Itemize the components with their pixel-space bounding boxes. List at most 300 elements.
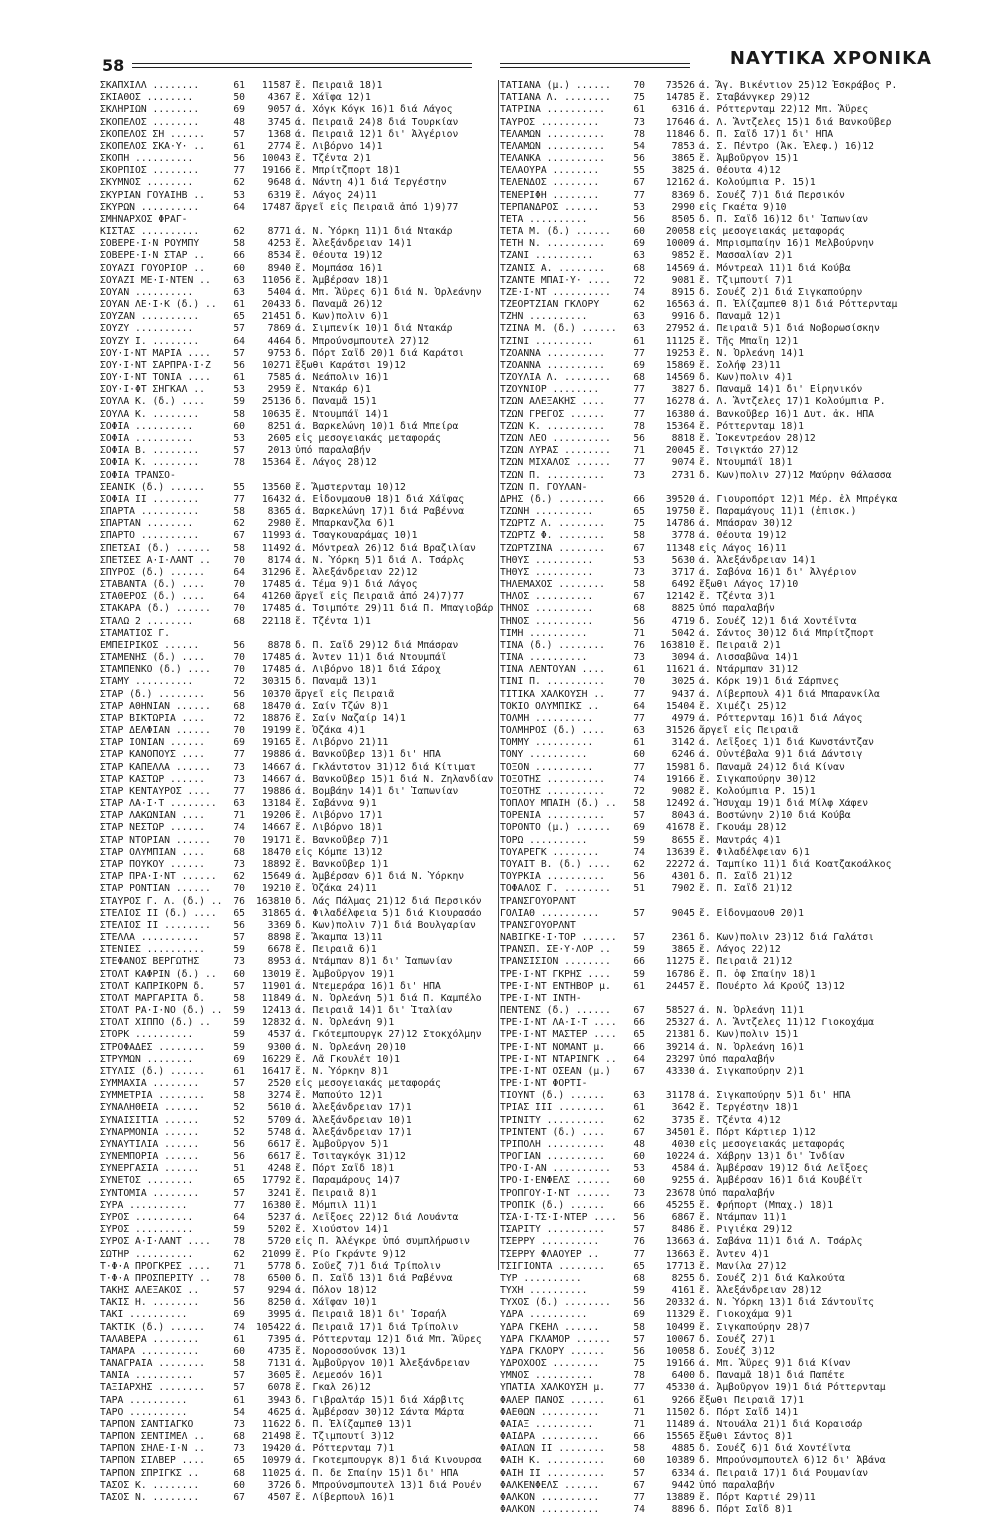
position-report: ἔ. Ἄκαμπα 13)11 (295, 932, 383, 944)
tonnage: 8771 (267, 226, 291, 238)
ship-entry (500, 1017, 932, 1029)
ship-entry (100, 1309, 498, 1321)
ship-entry (100, 737, 498, 749)
position-report: ά. Πειραιᾶ 12)1 δι' Ἀλγέριον (295, 128, 459, 140)
ship-name: ΣΥΝΑΙΣΙΤΙΑ ...... (100, 1114, 200, 1126)
ship-name: ΣΥΝΕΤΟΣ ........ (100, 1175, 194, 1187)
position-report: ἔ. Μπρίτζπορτ 18)1 (295, 165, 400, 177)
position-report: ά. Θέουτα 4)12 (699, 165, 781, 177)
position-report: δ. Μπρούνσμπουτελ 27)12 (295, 335, 430, 347)
position-report: ἔ. Χιούστον 14)1 (295, 1224, 389, 1236)
ship-name: ΣΚΥΜΝΟΣ ........ (100, 177, 194, 189)
position-report: ἔ. Πειραιᾶ 2)1 (699, 639, 781, 651)
ship-entry (100, 153, 498, 165)
tonnage: 4735 (267, 1345, 291, 1357)
ship-name: ΤΡΟ·Ι·ΕΝΦΕΛΣ ...... (500, 1175, 611, 1187)
ship-name: ΤΖΙΝΑ Μ. (δ.) ...... (500, 323, 617, 335)
tonnage: 10271 (261, 359, 291, 371)
position-report: εἰς Π. Ἀλέγκρε ὑπό συμπλήρωσιν (295, 1236, 470, 1248)
ship-name: ΣΚΥΡΙΑΝ ΓΟΥΑΙΗΒ .. (100, 189, 205, 201)
position-report: ά. Ρόττερνταμ 16)1 διά Λάγος (699, 712, 863, 724)
build-year: 76 (233, 895, 245, 907)
ship-entry (100, 932, 498, 944)
build-year: 56 (233, 153, 245, 165)
ship-name: ΣΟΒΕΡΕ·Ι·Ν ΣΤΑΡ .. (100, 250, 205, 262)
position-report: ἔ. Σιγκαπούρην 28)7 (699, 1321, 810, 1333)
tonnage: 19886 (261, 749, 291, 761)
ship-entry (100, 1188, 498, 1200)
tonnage: 4979 (671, 712, 695, 724)
build-year: 59 (633, 944, 645, 956)
position-report: ἔ. Τεργέστην 18)1 (699, 1102, 799, 1114)
tonnage: 105422 (256, 1321, 291, 1333)
ship-name: ΤΑΜΑΡΑ .......... (100, 1345, 200, 1357)
build-year: 78 (633, 128, 645, 140)
ship-entry (100, 372, 498, 384)
ship-name: ΣΟΥ·Ι·ΦΤ ΣΗΓΚΑΛ .. (100, 384, 205, 396)
ship-name: ΣΥΡΟΣ .......... (100, 1224, 194, 1236)
position-report (699, 993, 932, 1005)
tonnage: 30315 (261, 676, 291, 688)
tonnage: 9753 (267, 347, 291, 359)
ship-entry (500, 530, 932, 542)
build-year: 60 (633, 1175, 645, 1187)
ship-name: ΣΤΑΚΑΡΑ (δ.) ...... (100, 603, 211, 615)
ship-name: ΚΙΣΤΑΣ .......... (100, 226, 200, 238)
ship-entry (500, 871, 932, 883)
tonnage: 18470 (261, 846, 291, 858)
tonnage: 6078 (267, 1382, 291, 1394)
ship-name: ΣΟΥΑΝ ΛΕ·Ι·Κ (δ.) .. (100, 299, 217, 311)
build-year: 77 (233, 785, 245, 797)
build-year: 60 (233, 1345, 245, 1357)
ship-name: ΣΤΥΛΙΣ (δ.) ...... (100, 1065, 205, 1077)
ship-name: ΤΟΞΟΤΗΣ .......... (500, 773, 605, 785)
position-report: ὑπό παραλαβήν (699, 1187, 775, 1199)
build-year: 61 (633, 104, 645, 116)
ship-entry (100, 616, 498, 628)
build-year: 57 (233, 1187, 245, 1199)
ship-entry (500, 494, 932, 506)
tonnage: 45255 (665, 1199, 695, 1211)
ship-name: ΣΥΝΑΥΤΙΛΙΑ ...... (100, 1138, 200, 1150)
build-year: 77 (633, 457, 645, 469)
ship-entry (100, 238, 498, 250)
position-report: ά. Μπάσραν 30)12 (699, 518, 793, 530)
ship-entry (100, 263, 498, 275)
ship-name: ΣΟΥΛΑ Κ. ........ (100, 408, 200, 420)
ship-name: ΤΡΙΑΣ ΙΙΙ ........ (500, 1102, 605, 1114)
ship-entry (500, 969, 932, 981)
build-year: 69 (633, 1309, 645, 1321)
build-year: 65 (233, 1455, 245, 1467)
position-report: ά. Σαβόνα 16)1 δι' Ἀλγέριον (699, 566, 857, 578)
ship-name: ΦΑΛΚΟΝ .......... (500, 1491, 600, 1503)
build-year: 56 (633, 153, 645, 165)
ship-entry (100, 1407, 498, 1419)
build-year: 67 (633, 591, 645, 603)
ship-entry (100, 676, 498, 688)
ship-name: ΣΩΤΗΡ .......... (100, 1248, 194, 1260)
ship-entry (500, 1054, 932, 1066)
ship-name: ΤΖΩΝΗ .......... (500, 506, 594, 518)
build-year: 67 (633, 1065, 645, 1077)
build-year: 69 (233, 1309, 245, 1321)
build-year: 56 (233, 1297, 245, 1309)
ship-entry (100, 1285, 498, 1297)
ship-entry (100, 944, 498, 956)
tonnage: 4464 (267, 335, 291, 347)
tonnage: 6400 (671, 1370, 695, 1382)
ship-entry (500, 1431, 932, 1443)
build-year: 73 (233, 859, 245, 870)
build-year: 70 (233, 603, 245, 615)
build-year (623, 920, 651, 932)
ship-name: ΤΥΡ .......... (500, 1272, 582, 1284)
ship-name: ΣΤΑΡ ΚΕΝΤΑΥΡΟΣ .... (100, 785, 211, 797)
ship-name: ΤΖΩΡΤΖ Λ. ........ (500, 518, 605, 530)
ship-entry (500, 1175, 932, 1187)
build-year: 57 (633, 932, 645, 944)
tonnage: 8255 (671, 1272, 695, 1284)
build-year: 67 (633, 1479, 645, 1491)
build-year: 56 (233, 919, 245, 931)
ship-name: ΣΤΑΛΩ 2 ........ (100, 615, 194, 627)
position-report: ά. Χάϊφαν 10)1 (295, 1297, 377, 1309)
tonnage: 10499 (665, 1321, 695, 1333)
build-year: 57 (633, 907, 645, 919)
position-report: ά. Μπρισμπαίην 16)1 Μελβούρνην (699, 238, 874, 250)
ship-name: ΥΔΡΟΧΟΟΣ ........ (500, 1358, 600, 1370)
position-report: ά. Ν. Ὀρλεάνη 9)1 (295, 1017, 395, 1029)
position-report: ά. Βανκοῦβερ 16)1 Δυτ. ἀκ. ΗΠΑ (699, 408, 874, 420)
position-report: ἔ. Λιβόρνο 21)11 (295, 737, 389, 749)
ship-entry (100, 409, 498, 421)
ship-entry (100, 1480, 498, 1492)
tonnage: 3642 (671, 1102, 695, 1114)
tonnage: 3717 (671, 566, 695, 578)
build-year: 71 (633, 445, 645, 457)
position-report: ἔ. Μόμπιλ 11)1 (295, 1199, 377, 1211)
ship-name: ΤΙΝΙ Π. .......... (500, 676, 605, 688)
ship-entry (100, 1443, 498, 1455)
ship-name: ΣΠΑΡΤΑΝ ........ (100, 518, 194, 530)
ship-name: ΤΕΝΕΡΙΦΗ ........ (500, 189, 600, 201)
build-year: 66 (633, 1199, 645, 1211)
position-report: ἔξωθι Πειραιᾶ 17)1 (699, 1394, 804, 1406)
ship-name: ΤΡΟ·Ι·ΑΝ .......... (500, 1163, 611, 1175)
build-year: 68 (633, 262, 645, 274)
position-report: δ. Παναμᾶ 14)1 δι' Εἰρηνικόν (699, 384, 863, 396)
position-report: ά. Σιγκαπούρην 5)1 δι' ΗΠΑ (699, 1090, 851, 1102)
build-year: 73 (633, 652, 645, 664)
ship-entry (100, 384, 498, 396)
tonnage: 45330 (665, 1382, 695, 1394)
build-year: 57 (633, 810, 645, 822)
build-year (223, 470, 251, 482)
ship-entry (100, 1419, 498, 1431)
tonnage: 4625 (267, 1406, 291, 1418)
position-report: δ. Παναμᾶ 24)12 διά Κίναν (699, 761, 845, 773)
ship-entry (100, 859, 498, 871)
build-year: 57 (633, 1467, 645, 1479)
tonnage: 13663 (665, 1236, 695, 1248)
ship-name: ΤΟΡΟΝΤΟ (μ.) ...... (500, 822, 611, 834)
ship-name: ΣΤΑΜΥ .......... (100, 676, 194, 688)
ship-entry (500, 628, 932, 640)
position-report: ά. Ν. Ὑόρκη 13)1 διά Σάντουϊτς (699, 1297, 874, 1309)
position-report: ά. Βανκοῦβερ 13)1 δι' ΗΠΑ (295, 749, 441, 761)
position-report: ἔ. Μανίλα 27)12 (699, 1260, 787, 1272)
tonnage: 11348 (665, 542, 695, 554)
tonnage: 15565 (665, 1431, 695, 1443)
ship-entry (100, 348, 498, 360)
position-report: ά. Λεΐξοες 1)1 διά Κωνστάντζαν (699, 737, 874, 749)
ship-name: ΤΑΤΡΙΝΑ .......... (500, 104, 605, 116)
ship-entry (100, 1054, 498, 1066)
ship-entry (500, 190, 932, 202)
ship-entry (500, 433, 932, 445)
build-year: 65 (633, 506, 645, 518)
build-year: 67 (233, 530, 245, 542)
build-year: 74 (633, 286, 645, 298)
tonnage (651, 896, 699, 908)
tonnage: 20332 (665, 1297, 695, 1309)
tonnage: 31178 (665, 1090, 695, 1102)
build-year: 63 (233, 798, 245, 810)
build-year: 68 (633, 603, 645, 615)
build-year: 69 (633, 822, 645, 834)
position-report: δ. Παναμᾶ 26)12 (295, 299, 383, 311)
tonnage (651, 1078, 699, 1090)
tonnage: 3943 (267, 1394, 291, 1406)
position-report: ά. Χόγκ Κόγκ 16)1 διά Λάγος (295, 104, 453, 116)
ship-name: ΤΗΛΕΜΑΧΟΣ ........ (500, 579, 605, 591)
ship-name: ΤΡΕ·Ι·ΝΤ ΕΝΤΗΒΟΡ μ. (500, 980, 611, 992)
build-year: 63 (633, 1090, 645, 1102)
tonnage: 2980 (267, 518, 291, 530)
ship-entry (500, 1468, 932, 1480)
ship-entry (500, 1200, 932, 1212)
ship-name: ΤΑΚΙΣ Η. ........ (100, 1297, 200, 1309)
ship-name: ΤΡΑΝΣΓΟΥΟΡΛΝΤ (500, 895, 576, 907)
ship-name: ΣΤΟΡΚ .......... (100, 1029, 194, 1041)
ship-entry (100, 798, 498, 810)
position-report: ά. Λ. Ἄντζελες 15)1 διά Βανκοῦβερ (699, 116, 892, 128)
position-report: δ. Κων)πολιν 23)12 διά Γαλάτσι (699, 932, 874, 944)
build-year: 61 (633, 335, 645, 347)
build-year: 70 (233, 664, 245, 676)
position-report: ὑπό παραλαβήν (699, 1053, 775, 1065)
ship-name: ΤΗΘΥΣ .......... (500, 554, 594, 566)
ship-entry (100, 920, 498, 932)
position-report: ά. Κολούμπια Ρ. 15)1 (699, 177, 816, 189)
build-year: 57 (233, 1078, 245, 1090)
build-year: 77 (633, 408, 645, 420)
build-year: 57 (233, 932, 245, 944)
ship-name: ΤΖΑΝΙ .......... (500, 250, 594, 262)
tonnage: 3142 (671, 737, 695, 749)
position-report: ά. Σ. Πέντρο (Ἀκ. Ἐλεφ.) 16)12 (699, 140, 874, 152)
tonnage: 6316 (671, 104, 695, 116)
ship-name: ΤΗΝΟΣ .......... (500, 615, 594, 627)
ship-name: ΤΑΞΙΑΡΧΗΣ ........ (100, 1382, 205, 1394)
ship-entry (100, 1370, 498, 1382)
build-year: 70 (233, 725, 245, 737)
ship-name: ΤΕΡΠΑΝΔΡΟΣ ...... (500, 201, 600, 213)
tonnage: 11502 (665, 1406, 695, 1418)
ship-entry (500, 725, 932, 737)
ship-entry (500, 323, 932, 335)
position-report: ἔ. Π. Σαΐδ 21)12 (699, 883, 793, 895)
build-year: 62 (233, 177, 245, 189)
tonnage: 11329 (665, 1309, 695, 1321)
ship-name: ΣΤΕΝΙΕΣ .......... (100, 944, 205, 956)
ship-entry (500, 311, 932, 323)
build-year: 72 (633, 274, 645, 286)
build-year: 68 (233, 1467, 245, 1479)
ship-name: ΣΤΕΦΑΝΟΣ ΒΕΡΓΩΤΗΣ (100, 956, 200, 968)
position-report: ἔ. Λάγος 22)12 (699, 944, 781, 956)
ship-entry (500, 1029, 932, 1041)
tonnage: 19210 (261, 883, 291, 895)
tonnage: 25327 (665, 1017, 695, 1029)
build-year: 63 (633, 725, 645, 737)
ship-name: ΤΑΣΟΣ Ν. ........ (100, 1491, 200, 1503)
position-report: ἔ. Ἰοκεντρεάον 28)12 (699, 432, 816, 444)
position-report: ἔ. Τζέντα 3)1 (699, 591, 775, 603)
ship-entry (500, 579, 932, 591)
ship-entry (100, 506, 498, 518)
tonnage: 5610 (267, 1102, 291, 1114)
tonnage: 19253 (665, 347, 695, 359)
build-year: 50 (233, 92, 245, 104)
ship-list-right-column (500, 80, 932, 1516)
ship-entry (500, 1492, 932, 1504)
tonnage: 15649 (261, 871, 291, 883)
ship-name: ΤΟΥΑΙΤ Β. (δ.) .... (500, 859, 611, 870)
tonnage: 2013 (267, 445, 291, 457)
ship-name: ΣΟΦΙΑ Β. ........ (100, 445, 200, 457)
ship-name: ΣΥΝΤΟΜΙΑ ........ (100, 1187, 200, 1199)
build-year: 53 (233, 432, 245, 444)
position-report: ὑπό παραλαβήν (295, 445, 371, 457)
ship-name: ΤΙΝΑ ΛΕΝΤΟΥΑΝ .... (500, 664, 605, 676)
tonnage: 3827 (671, 384, 695, 396)
tonnage: 8505 (671, 213, 695, 225)
ship-entry (500, 908, 932, 920)
position-report: ά. Μόντρεαλ 11)1 διά Κούβα (699, 262, 851, 274)
ship-entry (100, 1334, 498, 1346)
ship-entry (500, 689, 932, 701)
build-year: 77 (633, 688, 645, 700)
ship-name: ΤΡΕ·Ι·ΝΤ ΝΤΑΡΙΝΓΚ .. (500, 1053, 617, 1065)
build-year: 57 (233, 347, 245, 359)
build-year: 58 (233, 1090, 245, 1102)
tonnage: 16229 (261, 1053, 291, 1065)
tonnage: 22272 (665, 859, 695, 870)
position-report: ά. Ν. Ὀρλεάνη 20)10 (295, 1041, 406, 1053)
tonnage: 41678 (665, 822, 695, 834)
position-report: ἔ. Τσιγκτάο 27)12 (699, 445, 799, 457)
position-report: ά. Λίβερπουλ 4)1 διά Μπαρανκίλα (699, 688, 880, 700)
position-report: ά. Ἀμβέρσαν 19)12 διά Λεΐξοες (699, 1163, 869, 1175)
build-year: 61 (233, 1333, 245, 1345)
ship-name: ΣΚΙΑΘΟΣ ........ (100, 92, 194, 104)
tonnage: 10043 (261, 153, 291, 165)
position-report: ἔ. Ντουμπάϊ 18)1 (699, 457, 793, 469)
tonnage: 31526 (665, 725, 695, 737)
ship-entry (100, 1090, 498, 1102)
ship-name: ΣΤΡΥΜΩΝ ........ (100, 1053, 194, 1065)
ship-name: ΤΟΡΩ .......... (500, 834, 588, 846)
build-year: 60 (633, 749, 645, 761)
ship-entry (500, 1005, 932, 1017)
ship-entry (500, 482, 932, 494)
position-report: ά. Ντάμπαν 8)1 δι' Ἰαπωνίαν (295, 956, 453, 968)
ship-name: ΣΤΑΡ ΡΟΝΤΙΑΝ ...... (100, 883, 211, 895)
ship-name: ΣΟΥ·Ι·ΝΤ ΣΑΡΠΡΑ·Ι·Ζ (100, 359, 211, 371)
build-year: 74 (233, 1321, 245, 1333)
tonnage: 3745 (267, 116, 291, 128)
position-report: ἔ. Ντάμπαν 11)1 (699, 1211, 787, 1223)
tonnage: 3274 (267, 1090, 291, 1102)
tonnage: 6617 (267, 1151, 291, 1163)
ship-name: ΣΟΥΑΝ .......... (100, 286, 194, 298)
ship-entry (100, 470, 498, 482)
tonnage: 9648 (267, 177, 291, 189)
ship-name: ΤΡΕ·Ι·ΝΤ ΛΑ·Ι·Τ .... (500, 1017, 617, 1029)
ship-name: ΤΑΚΤΙΚ (δ.) ...... (100, 1321, 205, 1333)
ship-name: ΣΟΦΙΑ Κ. ........ (100, 457, 200, 469)
tonnage: 9074 (671, 457, 695, 469)
position-report: ἔ. Εἶδονμαουθ 20)1 (699, 907, 804, 919)
position-report: δ. Π. Σαΐδ 21)12 (699, 871, 793, 883)
build-year (223, 628, 251, 640)
tonnage (251, 628, 295, 640)
ship-name: Τ·Φ·Α ΠΡΟΓΚΡΕΣ .... (100, 1260, 211, 1272)
ship-name: ΣΕΑΝΙΚ (δ.) ...... (100, 481, 205, 493)
position-report: ά. Βαρκελώνη 10)1 διά Μπείρα (295, 420, 459, 432)
position-report: ἔ. Σολήφ 23)11 (699, 359, 781, 371)
ship-name: ΣΤΑΡ ΚΑΝΟΠΟΥΣ .... (100, 749, 205, 761)
ship-name: ΥΔΡΑ ΓΚΛΑΜΟΡ ...... (500, 1333, 611, 1345)
build-year: 69 (233, 104, 245, 116)
build-year (623, 1078, 651, 1090)
position-report: δ. Σουέζ 27)1 (699, 1333, 775, 1345)
position-report: δ. Κων)πολιν 4)1 (699, 372, 793, 384)
position-report: ἔ. Θέουτα 19)12 (295, 250, 383, 262)
ship-entry (100, 1017, 498, 1029)
ship-name: ΦΑΙΗ ΙΙ .......... (500, 1467, 605, 1479)
ship-entry (100, 1431, 498, 1443)
position-report: ά. Τσιμπότε 29)11 διά Π. Μπαγιοβάρ (295, 603, 494, 615)
tonnage: 31865 (261, 907, 291, 919)
tonnage: 18876 (261, 712, 291, 724)
position-report: ά. Ρόττερνταμ 12)1 διά Μπ. Ἄϋρες (295, 1333, 482, 1345)
position-report: ά. Πειραιᾶ 24)8 διά Τουρκίαν (295, 116, 459, 128)
ship-entry (500, 737, 932, 749)
tonnage: 3865 (671, 944, 695, 956)
tonnage: 5042 (671, 627, 695, 639)
position-report: ἔ. Μασσαλίαν 2)1 (699, 250, 793, 262)
ship-entry (100, 603, 498, 615)
tonnage (251, 214, 295, 226)
build-year: 68 (233, 846, 245, 858)
tonnage: 3865 (671, 153, 695, 165)
ship-entry (100, 908, 498, 920)
build-year (623, 896, 651, 908)
